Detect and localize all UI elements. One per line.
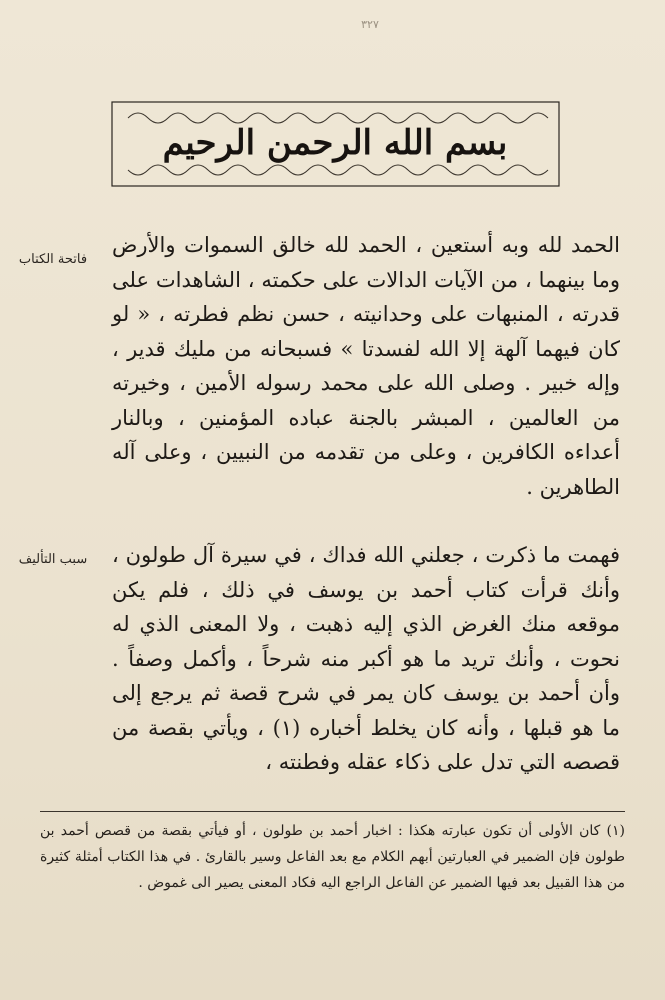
footnote-divider: [40, 811, 625, 812]
basmala-text: بسم الله الرحمن الرحيم: [162, 123, 508, 163]
basmala-ornament: [108, 98, 563, 190]
main-text: [112, 228, 620, 780]
footnote: (١) كان الأولى أن تكون عبارته هكذا : اخبار أحمد بن طولون ، أو فيأتي بقصة من قصص أحمد بن طولون فإن الضمير في العبارتين أبهم الكلام مع بعد الفاعل وسير بالقارئ . في هذا الكتاب أمثلة كثيرة من هذا القبيل بعد فيها الضمير عن الفاعل الراجع اليه فكاد المعنى يصير الى غموض .: [40, 823, 625, 891]
paragraph-reason: فهمت ما ذكرت ، جعلني الله فداك ، في سيرة آل طولون ، وأنك قرأت كتاب أحمد بن يوسف في ذلك ، فلم يكن موقعه منك الغرض الذي إليه ذهبت ، ولا المعنى الذي له نحوت ، وأنك تريد ما هو أكبر منه شرحاً ، وأكمل وصفاً . وأن أحمد بن يوسف كان يمر في شرح قصة ثم يرجع إلى ما هو قبلها ، وأنه كان يخلط أخباره (١) ، ويأتي بقصة من قصصه التي تدل على ذكاء عقله وفطنته ،: [112, 543, 621, 774]
page-number: ٣٢٧: [361, 18, 379, 31]
margin-note-opening: فاتحة الكتاب: [18, 252, 88, 267]
margin-note-reason: سبب التأليف: [18, 552, 88, 567]
paragraph-opening: الحمد لله وبه أستعين ، الحمد لله خالق السموات والأرض وما بينهما ، من الآيات الدالات على حكمته ، الشاهدات على قدرته ، المنبهات على وحدانيته ، حسن نظم فطرته ، « لو كان فيهما آلهة إلا الله لفسدتا » فسبحانه من مليك قدير ، وإله خبير . وصلى الله على محمد رسوله الأمين ، وخيرته من العالمين ، المبشر بالجنة عباده المؤمنين ، وبالنار أعداءه الكافرين ، وعلى من تقدمه من النبيين ، وعلى آله الطاهرين .: [112, 233, 620, 499]
